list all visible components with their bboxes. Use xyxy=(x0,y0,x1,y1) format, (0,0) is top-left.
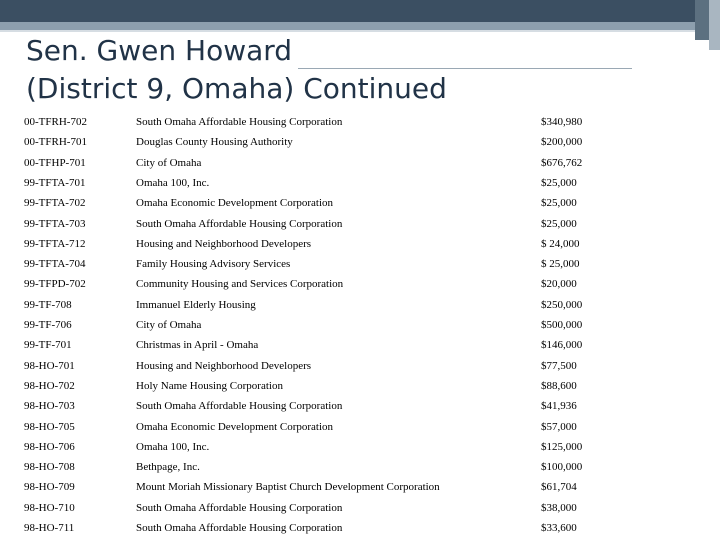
organization-name: South Omaha Affordable Housing Corporation xyxy=(136,217,343,230)
slide-title xyxy=(26,32,626,108)
grant-amount: $250,000 xyxy=(541,298,583,311)
organization-name: Bethpage, Inc. xyxy=(136,461,200,474)
slide-corner-band xyxy=(695,0,709,40)
table-row xyxy=(0,319,720,339)
table-row xyxy=(0,400,720,420)
table-row xyxy=(0,258,720,278)
grant-id: 99-TFTA-712 xyxy=(24,237,86,250)
grant-id: 98-HO-701 xyxy=(24,359,75,372)
table-row xyxy=(0,238,720,258)
grant-amount: $25,000 xyxy=(541,217,577,230)
table-row xyxy=(0,136,720,156)
grant-id: 00-TFRH-701 xyxy=(24,136,87,149)
grant-id: 99-TF-708 xyxy=(24,298,72,311)
organization-name: Omaha 100, Inc. xyxy=(136,176,210,189)
grant-amount: $61,704 xyxy=(541,481,577,494)
table-row xyxy=(0,339,720,359)
grant-id: 98-HO-703 xyxy=(24,400,75,413)
grant-id: 98-HO-711 xyxy=(24,522,75,534)
grant-amount: $57,000 xyxy=(541,420,577,433)
grant-amount: $25,000 xyxy=(541,197,577,210)
table-row xyxy=(0,421,720,441)
organization-name: Omaha Economic Development Corporation xyxy=(136,197,334,210)
organization-name: South Omaha Affordable Housing Corporation xyxy=(136,116,343,128)
table-row xyxy=(0,218,720,238)
organization-name: Community Housing and Services Corporation xyxy=(136,278,344,291)
grant-id: 99-TFPD-702 xyxy=(24,278,86,291)
grant-amount: $100,000 xyxy=(541,461,583,474)
grant-amount: $ 25,000 xyxy=(541,258,580,271)
grant-id: 99-TF-706 xyxy=(24,319,72,331)
table-row xyxy=(0,197,720,217)
title-divider xyxy=(298,68,632,69)
grant-id: 99-TF-701 xyxy=(24,339,72,352)
table-row xyxy=(0,481,720,501)
grant-amount: $146,000 xyxy=(541,339,583,352)
organization-name: Douglas County Housing Authority xyxy=(136,136,293,149)
grant-id: 99-TFTA-702 xyxy=(24,197,86,210)
grant-amount: $77,500 xyxy=(541,359,577,372)
organization-name: Christmas in April - Omaha xyxy=(136,339,259,352)
organization-name: South Omaha Affordable Housing Corporation xyxy=(136,522,343,534)
grant-id: 98-HO-708 xyxy=(24,461,75,474)
grant-amount: $38,000 xyxy=(541,501,577,514)
grant-amount: $340,980 xyxy=(541,116,583,128)
organization-name: Holy Name Housing Corporation xyxy=(136,379,283,392)
table-row xyxy=(0,278,720,298)
organization-name: Omaha 100, Inc. xyxy=(136,440,210,453)
table-row xyxy=(0,299,720,319)
grant-amount: $500,000 xyxy=(541,319,583,331)
organization-name: South Omaha Affordable Housing Corporation xyxy=(136,400,343,413)
grant-id: 99-TFTA-703 xyxy=(24,217,86,230)
organization-name: City of Omaha xyxy=(136,156,202,169)
grant-id: 98-HO-705 xyxy=(24,420,75,433)
grant-amount: $ 24,000 xyxy=(541,237,580,250)
table-row xyxy=(0,522,720,542)
grant-amount: $33,600 xyxy=(541,522,577,534)
slide-top-bar xyxy=(0,0,720,22)
grant-amount: $88,600 xyxy=(541,379,577,392)
grant-id: 98-HO-702 xyxy=(24,379,75,392)
organization-name: City of Omaha xyxy=(136,319,202,331)
organization-name: Omaha Economic Development Corporation xyxy=(136,420,334,433)
grant-amount: $125,000 xyxy=(541,440,583,453)
organization-name: Immanuel Elderly Housing xyxy=(136,298,256,311)
grant-id: 99-TFTA-704 xyxy=(24,258,86,271)
grant-id: 99-TFTA-701 xyxy=(24,176,86,189)
grant-id: 98-HO-709 xyxy=(24,481,75,494)
table-row xyxy=(0,380,720,400)
table-row xyxy=(0,116,720,136)
grant-amount: $41,936 xyxy=(541,400,577,413)
slide-title-line-1: Sen. Gwen Howard xyxy=(26,34,293,67)
table-row xyxy=(0,441,720,461)
organization-name: South Omaha Affordable Housing Corporation xyxy=(136,501,343,514)
slide-corner-band-light xyxy=(709,0,720,50)
table-row xyxy=(0,157,720,177)
table-row xyxy=(0,502,720,522)
slide-title-line-2: (District 9, Omaha) Continued xyxy=(26,72,447,105)
grant-amount: $200,000 xyxy=(541,136,583,149)
organization-name: Family Housing Advisory Services xyxy=(136,258,291,271)
table-row xyxy=(0,360,720,380)
grant-id: 00-TFRH-702 xyxy=(24,116,87,128)
grant-amount: $676,762 xyxy=(541,156,583,169)
grant-id: 98-HO-710 xyxy=(24,501,75,514)
table-row xyxy=(0,177,720,197)
grant-amount: $25,000 xyxy=(541,176,577,189)
organization-name: Housing and Neighborhood Developers xyxy=(136,237,312,250)
grant-id: 00-TFHP-701 xyxy=(24,156,86,169)
grant-amount: $20,000 xyxy=(541,278,577,291)
table-row xyxy=(0,461,720,481)
organization-name: Mount Moriah Missionary Baptist Church Development Corporation xyxy=(136,481,440,494)
slide-top-stripe xyxy=(0,22,720,30)
grant-id: 98-HO-706 xyxy=(24,440,75,453)
organization-name: Housing and Neighborhood Developers xyxy=(136,359,312,372)
